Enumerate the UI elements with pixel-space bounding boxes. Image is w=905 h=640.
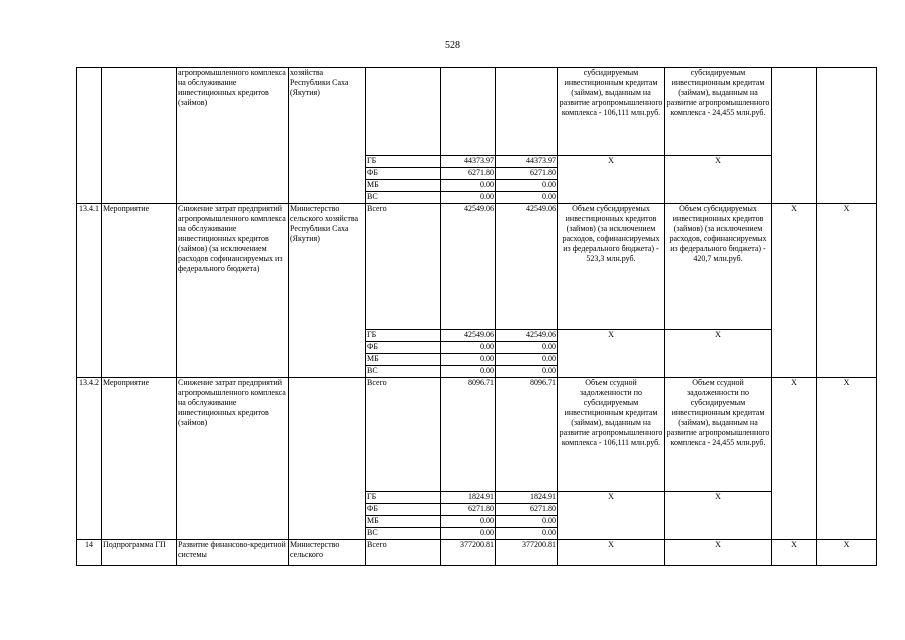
table-row — [77, 204, 877, 330]
source-cell: ВС — [366, 528, 441, 540]
source-cell: ВС — [366, 366, 441, 378]
amount-cell: 0.00 — [496, 528, 558, 540]
amount-cell: 0.00 — [441, 516, 496, 528]
executor-cell — [289, 378, 366, 540]
type-cell — [102, 68, 177, 204]
target-start-cell: X — [558, 156, 665, 204]
type-cell: Подпрограмма ГП — [102, 540, 177, 566]
amount-cell: 0.00 — [496, 354, 558, 366]
target-end-cell: X — [665, 156, 772, 204]
source-cell: ГБ — [366, 492, 441, 504]
program-table — [76, 67, 877, 566]
amount-cell: 0.00 — [441, 366, 496, 378]
type-cell: Мероприятие — [102, 378, 177, 540]
target-start-cell: Объем субсидируемых инвестиционных кредитов (займов) (за исключением расходов, софинансируемых из федерального бюджета) - 523,3 млн.руб. — [558, 204, 665, 330]
table-row — [77, 68, 877, 156]
description-cell: агропромышленного комплекса на обслуживание инвестиционных кредитов (займов) — [177, 68, 289, 204]
amount-cell: 42549.06 — [496, 330, 558, 342]
executor-cell: Министерство сельского хозяйства Республики Саха (Якутия) — [289, 204, 366, 378]
amount-cell: 42549.06 — [441, 330, 496, 342]
mark-cell — [817, 68, 877, 204]
amount-cell: 0.00 — [441, 192, 496, 204]
amount-cell: 6271.80 — [496, 504, 558, 516]
amount-cell — [441, 68, 496, 156]
source-cell: МБ — [366, 180, 441, 192]
mark-cell: X — [772, 204, 817, 378]
target-end-cell: X — [665, 540, 772, 566]
amount-cell: 0.00 — [441, 342, 496, 354]
amount-cell: 0.00 — [496, 180, 558, 192]
mark-cell: X — [817, 378, 877, 540]
executor-cell: хозяйства Республики Саха (Якутия) — [289, 68, 366, 204]
amount-cell: 42549.06 — [496, 204, 558, 330]
source-cell: Всего — [366, 378, 441, 492]
amount-cell: 44373.97 — [441, 156, 496, 168]
target-start-cell: X — [558, 492, 665, 540]
target-start-cell: X — [558, 330, 665, 378]
source-cell: ФБ — [366, 168, 441, 180]
amount-cell: 6271.80 — [441, 504, 496, 516]
amount-cell — [496, 68, 558, 156]
mark-cell: X — [817, 204, 877, 378]
source-cell: Всего — [366, 540, 441, 566]
source-cell: ФБ — [366, 342, 441, 354]
mark-cell: X — [817, 540, 877, 566]
type-cell: Мероприятие — [102, 204, 177, 378]
amount-cell: 42549.06 — [441, 204, 496, 330]
target-end-cell: субсидируемым инвестиционным кредитам (займам), выданным на развитие агропромышленного комплекса - 24,455 млн.руб. — [665, 68, 772, 156]
amount-cell: 0.00 — [496, 342, 558, 354]
source-cell: ФБ — [366, 504, 441, 516]
mark-cell: X — [772, 378, 817, 540]
source-cell: МБ — [366, 354, 441, 366]
amount-cell: 377200.81 — [441, 540, 496, 566]
amount-cell: 377200.81 — [496, 540, 558, 566]
target-end-cell: X — [665, 492, 772, 540]
amount-cell: 0.00 — [496, 192, 558, 204]
table-row — [77, 378, 877, 492]
table-row — [77, 540, 877, 566]
amount-cell: 0.00 — [496, 366, 558, 378]
amount-cell: 0.00 — [496, 516, 558, 528]
mark-cell — [772, 68, 817, 204]
target-end-cell: X — [665, 330, 772, 378]
page-number: 528 — [445, 40, 460, 51]
description-cell: Снижение затрат предприятий агропромышленного комплекса на обслуживание инвестиционных кредитов (займов) — [177, 378, 289, 540]
source-cell: Всего — [366, 204, 441, 330]
number-cell: 13.4.1 — [77, 204, 102, 378]
source-cell — [366, 68, 441, 156]
source-cell: ГБ — [366, 156, 441, 168]
number-cell — [77, 68, 102, 204]
target-end-cell: Объем субсидируемых инвестиционных кредитов (займов) (за исключением расходов, софинансируемых из федерального бюджета) - 420,7 млн.руб. — [665, 204, 772, 330]
executor-cell: Министерство сельского — [289, 540, 366, 566]
number-cell: 13.4.2 — [77, 378, 102, 540]
target-start-cell: X — [558, 540, 665, 566]
amount-cell: 0.00 — [441, 528, 496, 540]
amount-cell: 0.00 — [441, 180, 496, 192]
source-cell: МБ — [366, 516, 441, 528]
description-cell: Снижение затрат предприятий агропромышленного комплекса на обслуживание инвестиционных кредитов (займов) (за исключением расходов софинансируемых из федерального бюджета) — [177, 204, 289, 378]
amount-cell: 44373.97 — [496, 156, 558, 168]
amount-cell: 8096.71 — [441, 378, 496, 492]
target-end-cell: Объем ссудной задолженности по субсидируемым инвестиционным кредитам (займам), выданным на развитие агропромышленного комплекса - 24,455 млн.руб. — [665, 378, 772, 492]
source-cell: ВС — [366, 192, 441, 204]
description-cell: Развитие финансово-кредитной системы — [177, 540, 289, 566]
source-cell: ГБ — [366, 330, 441, 342]
number-cell: 14 — [77, 540, 102, 566]
target-start-cell: Объем ссудной задолженности по субсидируемым инвестиционным кредитам (займам), выданным на развитие агропромышленного комплекса - 106,111 млн.руб. — [558, 378, 665, 492]
amount-cell: 6271.80 — [441, 168, 496, 180]
amount-cell: 0.00 — [441, 354, 496, 366]
amount-cell: 6271.80 — [496, 168, 558, 180]
amount-cell: 8096.71 — [496, 378, 558, 492]
amount-cell: 1824.91 — [496, 492, 558, 504]
target-start-cell: субсидируемым инвестиционным кредитам (займам), выданным на развитие агропромышленного комплекса - 106,111 млн.руб. — [558, 68, 665, 156]
mark-cell: X — [772, 540, 817, 566]
amount-cell: 1824.91 — [441, 492, 496, 504]
